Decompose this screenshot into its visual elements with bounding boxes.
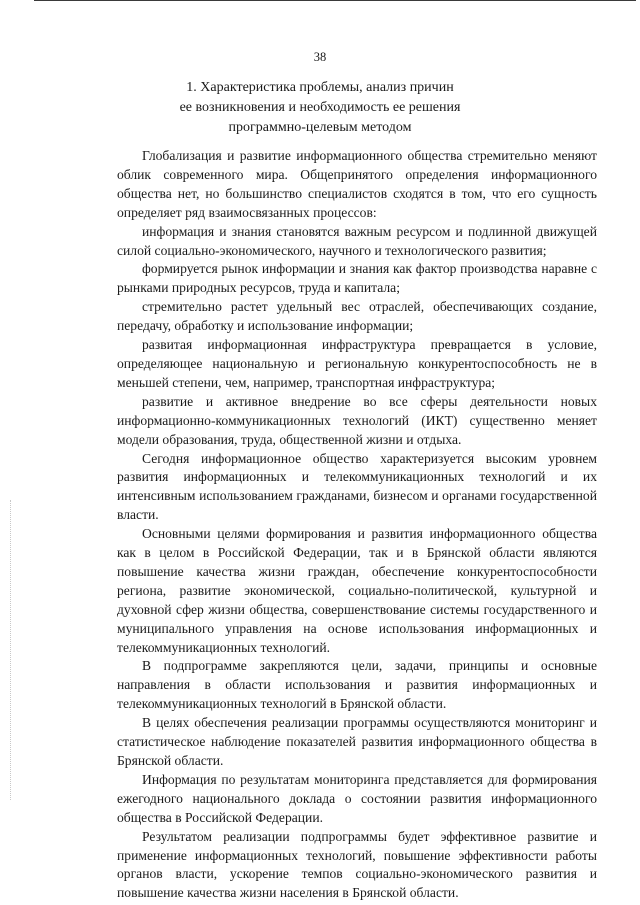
list-item: стремительно растет удельный вес отраслей, обеспечивающих создание, передачу, обработку и использование информации; — [117, 299, 597, 334]
list-item: развитие и активное внедрение во все сферы деятельности новых информационно-коммуникационных технологий (ИКТ) существенно меняет модели образования, труда, общественной жизни и отдыха. — [117, 393, 597, 447]
paragraph: Информация по результатам мониторинга представляется для формирования ежегодного национального доклада о состоянии развития информационного общества в Российской Федерации. — [117, 771, 597, 825]
list-item: развитая информационная инфраструктура превращается в условие, определяющее национальную и региональную конкурентоспособность не в меньшей степени, чем, например, транспортная инфраструктура; — [117, 337, 597, 390]
section-title-line: программно-целевым методом — [228, 120, 412, 135]
document-body — [117, 147, 597, 903]
scan-edge-marks — [10, 500, 14, 800]
page-top-border — [34, 0, 636, 1]
paragraph: Результатом реализации подпрограммы будет эффективное развитие и применение информационных технологий, повышение эффективности работы органов власти, ускорение темпов социально-экономического развития и повышение качества жизни населения в Брянской области. — [117, 828, 597, 901]
paragraph: Глобализация и развитие информационного общества стремительно меняют облик современного мира. Общепринятого определения информационного общества нет, но большинство специалистов сходятся в том, что его сущность определяет ряд взаимосвязанных процессов: — [117, 148, 597, 220]
list-item: формируется рынок информации и знания как фактор производства наравне с рынками природных ресурсов, труда и капитала; — [117, 261, 597, 296]
paragraph: Основными целями формирования и развития информационного общества как в целом в Российской Федерации, так и в Брянской области являются повышение качества жизни граждан, обеспечение конкурентоспособности региона, развитие экономической, социально-политической, культурной и духовной сфер жизни общества, совершенствование системы государственного и муниципального управления на основе использования информационных и телекоммуникационных технологий. — [117, 526, 597, 655]
section-title — [90, 78, 550, 138]
paragraph: В подпрограмме закрепляются цели, задачи, принципы и основные направления в области использования и развития информационных и телекоммуникационных технологий в Брянской области. — [117, 658, 597, 712]
section-title-line: ее возникновения и необходимость ее решения — [179, 100, 461, 115]
page-number: 38 — [313, 50, 327, 64]
section-title-line: 1. Характеристика проблемы, анализ причин — [186, 80, 454, 95]
paragraph: В целях обеспечения реализации программы осуществляются мониторинг и статистическое наблюдение показателей развития информационного общества в Брянской области. — [117, 715, 597, 768]
list-item: информация и знания становятся важным ресурсом и подлинной движущей силой социально-экономического, научного и технологического развития; — [117, 223, 597, 258]
paragraph: Сегодня информационное общество характеризуется высоким уровнем развития информационных и телекоммуникационных технологий и их интенсивным использованием гражданами, бизнесом и органами государственной власти. — [117, 450, 597, 523]
